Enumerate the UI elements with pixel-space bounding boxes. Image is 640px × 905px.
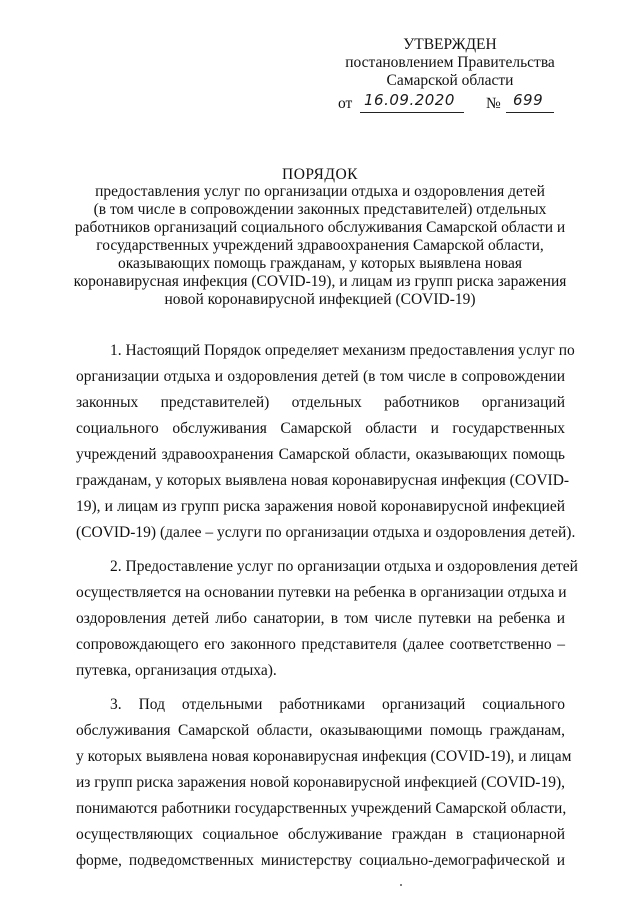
body-line: понимаются работники государственных учреждений Самарской области,	[76, 800, 567, 817]
subtitle-line: оказывающих помощь гражданам, у которых выявлена новая	[117, 255, 523, 272]
body-line: обслуживания Самарской области, оказывающими помощь гражданам,	[76, 722, 565, 739]
handwritten-date: 16.09.2020	[364, 91, 455, 109]
body-line: осуществляется на основании путевки на ребенка в организации отдыха и	[76, 584, 567, 601]
body-line: социального обслуживания Самарской области и государственных	[76, 420, 565, 437]
subtitle-line: (в том числе в сопровождении законных представителей) отдельных	[93, 201, 547, 218]
body-line: у которых выявлена новая коронавирусная инфекция (COVID-19), и лицам	[76, 748, 572, 765]
paragraph-2	[76, 554, 578, 684]
date-underline	[360, 112, 464, 113]
subtitle-line: государственных учреждений здравоохранения Самарской области,	[96, 237, 544, 254]
approval-line-2: постановлением Правительства	[345, 54, 555, 71]
body-line: (COVID-19) (далее – услуги по организации отдыха и оздоровления детей).	[76, 524, 576, 541]
subtitle-line: работников организаций социального обслуживания Самарской области и	[74, 219, 566, 236]
paragraph-3	[76, 692, 572, 874]
body-line: организации отдыха и оздоровления детей (в том числе в сопровождении	[76, 368, 565, 385]
approval-block	[330, 36, 570, 90]
handwritten-number: 699	[513, 91, 544, 109]
scan-speck	[400, 884, 402, 886]
subtitle-line: предоставления услуг по организации отдыха и оздоровления детей	[95, 183, 545, 200]
body-line: гражданам, у которых выявлена новая коронавирусная инфекция (COVID-	[76, 472, 570, 489]
body-line: законных представителей) отдельных работников организаций	[76, 394, 565, 411]
body-line: 19), и лицам из групп риска заражения новой коронавирусной инфекцией	[76, 498, 565, 515]
body-line: 3. Под отдельными работниками организаций социального	[110, 696, 565, 713]
body-line: из групп риска заражения новой коронавирусной инфекцией (COVID-19),	[76, 774, 565, 791]
approval-heading: УТВЕРЖДЕН	[403, 36, 497, 53]
document-subtitle	[60, 183, 580, 309]
body-line: оздоровления детей либо санатории, в том числе путевки на ребенка и	[76, 610, 565, 627]
approval-line-3: Самарской области	[386, 72, 514, 89]
body-line: осуществляющих социальное обслуживание граждан в стационарной	[76, 826, 565, 843]
approval-date-number	[338, 93, 598, 115]
from-label: от	[338, 95, 353, 112]
body-line: 1. Настоящий Порядок определяет механизм предоставления услуг по	[110, 342, 575, 359]
subtitle-line: новой коронавирусной инфекцией (COVID-19)	[164, 291, 476, 308]
number-label: №	[486, 95, 501, 112]
body-line: 2. Предоставление услуг по организации отдыха и оздоровления детей	[110, 558, 578, 575]
body-line: путевка, организация отдыха).	[76, 662, 277, 679]
body-line: сопровождающего его законного представителя (далее соответственно –	[76, 636, 565, 653]
document-title: ПОРЯДОК	[282, 166, 358, 183]
number-underline	[506, 112, 554, 113]
paragraph-1	[76, 338, 576, 546]
body-line: форме, подведомственных министерству социально-демографической и	[76, 852, 565, 869]
subtitle-line: коронавирусная инфекция (COVID-19), и лицам из групп риска заражения	[73, 273, 567, 290]
body-line: учреждений здравоохранения Самарской области, оказывающих помощь	[76, 446, 565, 463]
document-body	[76, 338, 578, 882]
